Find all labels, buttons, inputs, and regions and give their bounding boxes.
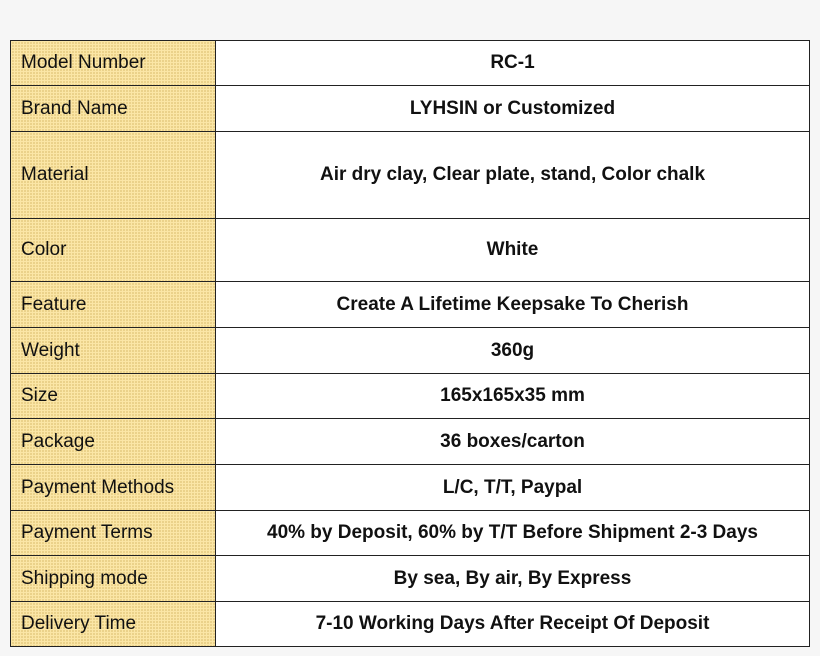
spec-value: Create A Lifetime Keepsake To Cherish	[216, 282, 810, 328]
spec-label: Material	[11, 132, 216, 219]
table-row	[11, 132, 810, 219]
table-row	[11, 86, 810, 132]
spec-value: Air dry clay, Clear plate, stand, Color chalk	[216, 132, 810, 219]
table-row	[11, 602, 810, 647]
spec-label: Color	[11, 219, 216, 282]
spec-label: Size	[11, 374, 216, 419]
spec-value: 40% by Deposit, 60% by T/T Before Shipment 2-3 Days	[216, 511, 810, 556]
table-row	[11, 328, 810, 374]
table-row	[11, 41, 810, 86]
spec-value: L/C, T/T, Paypal	[216, 465, 810, 511]
spec-label: Delivery Time	[11, 602, 216, 647]
spec-value: By sea, By air, By Express	[216, 556, 810, 602]
spec-value: 360g	[216, 328, 810, 374]
spec-value: 36 boxes/carton	[216, 419, 810, 465]
table-row	[11, 374, 810, 419]
product-spec-table	[10, 40, 810, 647]
spec-label: Payment Terms	[11, 511, 216, 556]
table-row	[11, 511, 810, 556]
table-row	[11, 465, 810, 511]
spec-label: Payment Methods	[11, 465, 216, 511]
spec-value: LYHSIN or Customized	[216, 86, 810, 132]
spec-value: White	[216, 219, 810, 282]
spec-value: 7-10 Working Days After Receipt Of Deposit	[216, 602, 810, 647]
spec-label: Model Number	[11, 41, 216, 86]
table-row	[11, 282, 810, 328]
spec-label: Shipping mode	[11, 556, 216, 602]
spec-label: Feature	[11, 282, 216, 328]
spec-label: Weight	[11, 328, 216, 374]
spec-value: 165x165x35 mm	[216, 374, 810, 419]
spec-label: Package	[11, 419, 216, 465]
table-row	[11, 419, 810, 465]
spec-value: RC-1	[216, 41, 810, 86]
spec-label: Brand Name	[11, 86, 216, 132]
table-row	[11, 219, 810, 282]
table-row	[11, 556, 810, 602]
